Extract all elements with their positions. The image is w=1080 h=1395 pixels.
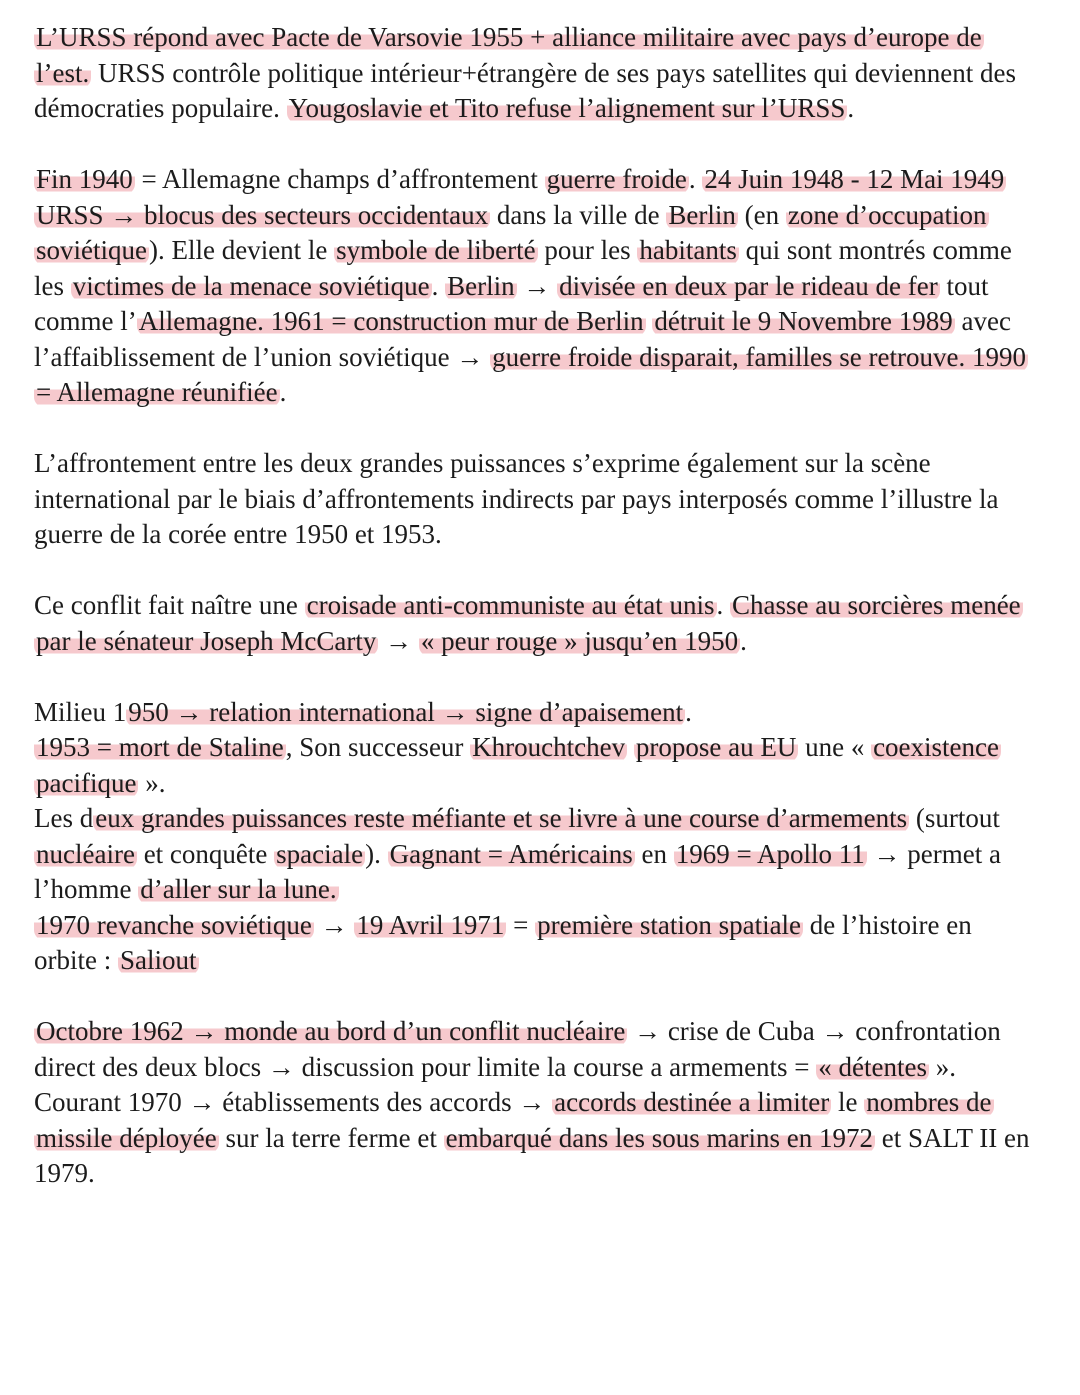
text-run (627, 732, 634, 762)
text-run: . (685, 696, 692, 727)
paragraph-berlin (34, 162, 1036, 411)
paragraph-saliout (34, 908, 1036, 979)
highlighted-text: Chasse au sorcières menée par le sénateur Joseph McCarty (36, 590, 1021, 656)
text-run: le (831, 1087, 865, 1117)
highlighted-text: d’aller sur la lune. (140, 874, 337, 904)
highlighted-text: 950 → relation international → signe d’apaisement (128, 696, 684, 727)
text-run: avec l’affaiblissement de l’union soviétique → (34, 306, 1011, 372)
text-run: Ce conflit fait naître une (34, 590, 305, 620)
text-run: . (688, 164, 703, 194)
text-run: . (740, 625, 747, 656)
text-run: ». (138, 767, 166, 798)
text-run: = (506, 909, 536, 940)
paragraph-salt (34, 1085, 1036, 1192)
text-run: ). (365, 838, 388, 869)
text-run: Milieu 1 (34, 696, 127, 727)
highlighted-text: 1969 = Apollo 11 (675, 838, 865, 869)
text-run: → (378, 625, 419, 656)
highlighted-text: guerre froide (546, 164, 687, 194)
text-run: pour les (537, 235, 638, 265)
highlighted-text: Allemagne. 1961 = construction mur de Berlin (138, 306, 644, 336)
highlighted-text: Saliout (119, 945, 197, 975)
text-run: Les d (34, 803, 94, 833)
text-run: (surtout (909, 803, 1000, 833)
highlighted-text: Gagnant = Américains (389, 838, 633, 869)
text-run: et conquête (136, 838, 275, 869)
highlighted-text: Yougoslavie et Tito refuse l’alignement sur l’URSS (288, 93, 846, 123)
highlighted-text: Berlin (447, 270, 515, 301)
paragraph-apaisement (34, 695, 1036, 731)
highlighted-text: symbole de liberté (336, 235, 536, 265)
text-run: (en (737, 199, 786, 230)
highlighted-text: zone d’occupation soviétique (36, 199, 987, 265)
text-run: ). Elle devient le (148, 235, 335, 265)
highlighted-text: « peur rouge » jusqu’en 1950 (420, 625, 739, 656)
highlighted-text: 19 Avril 1971 (356, 909, 505, 940)
highlighted-text: victimes de la menace soviétique (72, 270, 430, 301)
text-run: → permet a l’homme (34, 838, 1001, 904)
paragraph-cuba (34, 1014, 1036, 1085)
text-run: , Son successeur (285, 732, 471, 762)
highlighted-text: accords destinée a limiter (554, 1087, 830, 1117)
paragraph-coree (34, 446, 1036, 553)
text-run: qui sont montrés comme les (34, 235, 1012, 301)
highlighted-text: coexistence pacifique (36, 732, 1000, 798)
highlighted-text: embarqué dans les sous marins en 1972 (445, 1122, 874, 1153)
highlighted-text: Berlin (668, 199, 736, 230)
highlighted-text: nucléaire (36, 838, 135, 869)
text-run: sur la terre ferme et (218, 1122, 444, 1153)
paragraph-urss-varsovie (34, 20, 1036, 127)
text-run: une « (798, 732, 872, 762)
highlighted-text: guerre froide disparait, familles se retrouve. 1990 = Allemagne réunifiée (36, 341, 1026, 407)
text-run: . (279, 377, 287, 407)
text-run: . (847, 93, 855, 123)
text-run: Courant 1970 → établissements des accords → (34, 1087, 553, 1117)
text-run: tout comme l’ (34, 270, 989, 336)
text-run: dans la ville de (490, 199, 667, 230)
highlighted-text: Octobre 1962 → monde au bord d’un conflit nucléaire (36, 1016, 626, 1046)
highlighted-text: nombres de missile déployée (36, 1087, 992, 1153)
text-run: L’affrontement entre les deux grandes puissances s’exprime également sur la scène international par le biais d’affrontements indirects par pays interposés comme l’illustre la guerre de la corée entre 1950 et 1953. (34, 448, 999, 549)
highlighted-text: première station spatiale (537, 909, 802, 940)
highlighted-text: 1953 = mort de Staline (36, 732, 284, 762)
text-run: en (634, 838, 674, 869)
highlighted-text: 1970 revanche soviétique (36, 909, 312, 940)
highlighted-text: propose au EU (635, 732, 797, 762)
text-run: et SALT II en 1979. (34, 1122, 1030, 1188)
paragraph-mccarthy (34, 588, 1036, 659)
text-run: → crise de Cuba → confrontation direct des deux blocs → discussion pour limite la course a armements = (34, 1016, 1001, 1082)
highlighted-text: habitants (639, 235, 737, 265)
highlighted-text: « détentes (818, 1051, 928, 1082)
highlighted-text: détruit le 9 Novembre 1989 (654, 306, 953, 336)
text-run: URSS contrôle politique intérieur+étrangère de ses pays satellites qui deviennent des démocraties populaire. (34, 57, 1016, 123)
highlighted-text: 24 Juin 1948 - 12 Mai 1949 URSS → blocus des secteurs occidentaux (36, 164, 1005, 230)
highlighted-text: divisée en deux par le rideau de fer (559, 270, 938, 301)
text-run: → (313, 909, 355, 940)
highlighted-text: L’URSS répond avec Pacte de Varsovie 1955 + alliance militaire avec pays d’europe de l’est. (36, 22, 982, 88)
paragraph-staline (34, 730, 1036, 801)
text-run: . (716, 590, 731, 620)
highlighted-text: Fin 1940 (36, 164, 133, 194)
text-run: . (431, 270, 446, 301)
text-run: de l’histoire en orbite : (34, 909, 972, 975)
highlighted-text: croisade anti-communiste au état unis (306, 590, 715, 620)
text-run: = Allemagne champs d’affrontement (134, 164, 545, 194)
highlighted-text: Khrouchtchev (472, 732, 626, 762)
text-run: → (516, 270, 558, 301)
highlighted-text: spaciale (276, 838, 364, 869)
highlighted-text: eux grandes puissances reste méfiante et se livre à une course d’armements (95, 803, 908, 833)
text-run: ». (929, 1051, 957, 1082)
paragraph-armements (34, 801, 1036, 908)
